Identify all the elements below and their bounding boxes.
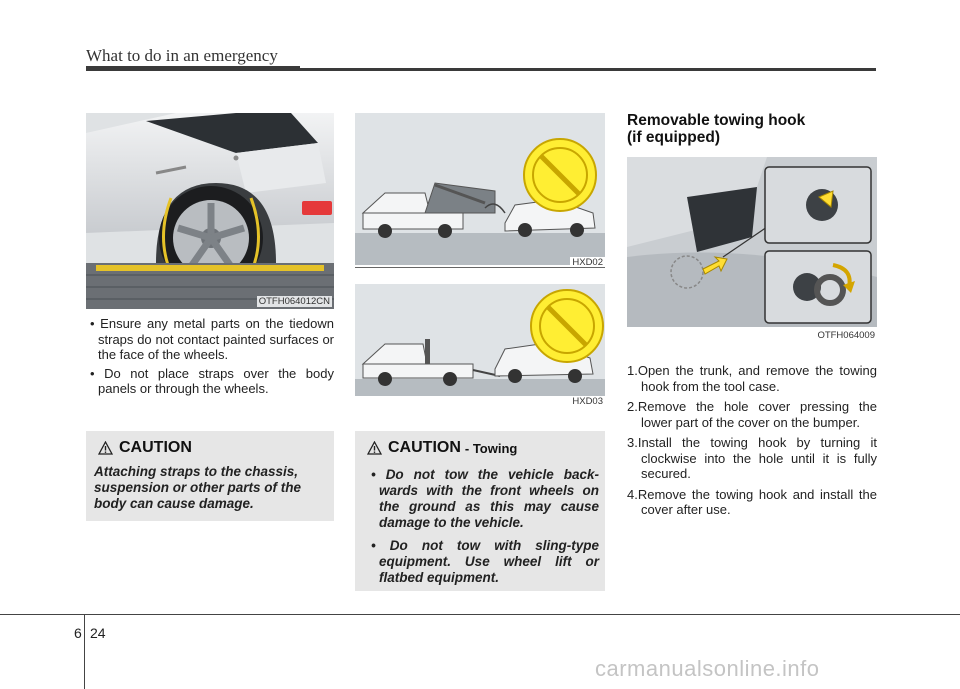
strap-bullets [86, 316, 334, 400]
towing-hook-figure [627, 157, 877, 341]
caution-text: Attaching straps to the chassis, suspension or other parts of the body can cause damage. [94, 464, 302, 511]
figure-divider [355, 267, 605, 268]
section-title: Removable towing hook (if equipped) [627, 112, 806, 146]
caution-item: • Do not tow the vehicle back-wards with the front wheels on the ground as this may cause damage to the vehicle. [371, 467, 599, 530]
tow-sling-illustration [355, 284, 605, 409]
caution-box-straps [86, 431, 334, 521]
towing-hook-steps [627, 363, 877, 523]
step-item: 3.Install the towing hook by turning it clockwise into the hole until it is fully secured. [627, 435, 877, 481]
figure-code: HXD03 [572, 396, 603, 407]
bullet-item: • Do not place straps over the body panels or through the wheels. [90, 365, 335, 396]
caution-item: • Do not tow with sling-type equipment. Use wheel lift or flatbed equipment. [371, 538, 600, 585]
step-item: 4.Remove the towing hook and install the cover after use. [627, 486, 877, 517]
caution-header [98, 439, 192, 457]
caution-header [367, 439, 517, 457]
warning-triangle-icon [367, 441, 382, 455]
caution-subtitle: - Towing [464, 440, 518, 456]
page-number: 24 [90, 625, 106, 641]
figure-code: OTFH064009 [817, 330, 875, 341]
caution-title: CAUTION [119, 439, 192, 456]
footer-rule [0, 614, 960, 615]
footer-divider [84, 614, 85, 689]
car-flatbed-figure [86, 113, 334, 309]
bullet-item: • Ensure any metal parts on the tiedown straps do not contact painted surfaces or the face of the wheels. [90, 316, 334, 362]
tow-front-wheels-illustration [355, 113, 605, 265]
header-rule [86, 68, 876, 71]
warning-triangle-icon [98, 441, 113, 455]
figure-code: OTFH064012CN [258, 296, 330, 307]
page-header-title: What to do in an emergency [86, 46, 278, 65]
step-item: 1.Open the trunk, and remove the towing hook from the tool case. [627, 363, 877, 394]
caution-title: CAUTION [388, 439, 461, 456]
tow-sling-figure [355, 284, 605, 409]
car-flatbed-illustration [86, 113, 334, 309]
caution-list [367, 467, 599, 593]
step-item: 2.Remove the hole cover pressing the lower part of the cover on the bumper. [627, 399, 877, 430]
figure-code: HXD02 [570, 257, 605, 265]
tow-front-wheels-figure [355, 113, 605, 265]
caution-box-towing [355, 431, 605, 591]
watermark: carmanualsonline.info [595, 656, 820, 681]
towing-hook-illustration [627, 157, 877, 327]
chapter-number: 6 [74, 625, 82, 641]
